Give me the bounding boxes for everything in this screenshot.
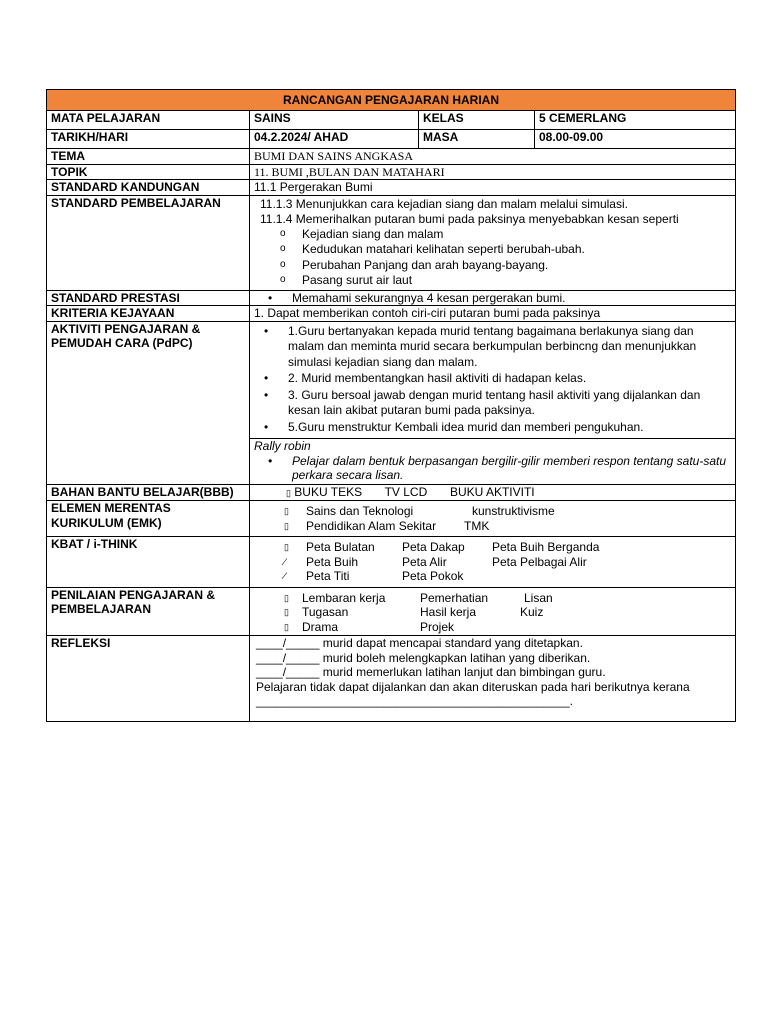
refleksi-line: _______________________________________________. [256,694,574,708]
checkbox-icon: ▯ [284,542,289,552]
standard-kandungan-label: STANDARD KANDUNGAN [47,180,250,196]
sp-line-2: 11.1.4 Memerihalkan putaran bumi pada paksinya menyebabkan kesan seperti [260,212,679,226]
checkbox-icon: ▯ [284,607,289,617]
emk-item: TMK [464,518,490,533]
refleksi-line: ____/_____ murid boleh melengkapkan latihan yang diberikan. [256,650,591,665]
standard-prestasi-cell [250,290,736,306]
check-icon: ⁄ [284,571,286,581]
refleksi-line: Pelajaran tidak dapat dijalankan dan akan diteruskan pada hari berikutnya kerana [256,679,690,694]
kbat-label: KBAT / i-THINK [47,537,250,588]
kriteria-label: KRITERIA KEJAYAAN [47,306,250,322]
standard-pembelajaran-value [250,195,736,290]
aktiviti-item: • 3. Guru bersoal jawab dengan murid tentang hasil aktiviti yang dijalankan dan kesan lain akibat putaran bumi pada paksinya. [250,388,731,419]
sp-line-1: 11.1.3 Menunjukkan cara kejadian siang dan malam melalui simulasi. [260,196,628,211]
emk-cell [250,501,736,537]
refleksi-label: REFLEKSI [47,636,250,722]
check-icon: ⁄ [284,556,286,567]
emk-item: kunstruktivisme [472,504,555,518]
standard-prestasi-label: STANDARD PRESTASI [47,290,250,306]
checkbox-icon: ▯ [284,592,289,603]
sp-item: o Pasang surut air laut [254,273,731,289]
masa-label: MASA [419,130,535,149]
strategy-item: • Pelajar dalam bentuk berpasangan bergilir-gilir memberi respon tentang satu-satu perkara secara lisan. [254,454,731,483]
refleksi-line: ____/_____ murid memerlukan latihan lanjut dan bimbingan guru. [256,665,606,679]
topik-label: TOPIK [47,164,250,180]
bbb-item: BUKU AKTIVITI [449,484,535,499]
strategy-title: Rally robin [254,439,311,453]
kbat-cell [250,537,736,588]
refleksi-cell [250,636,736,722]
kbat-item: Peta Pelbagai Alir [492,554,587,569]
bbb-item: TV LCD [384,484,428,499]
penilaian-item: Hasil kerja [420,605,477,619]
topik-value: 11. BUMI ,BULAN DAN MATAHARI [250,164,736,180]
penilaian-item: Pemerhatian [420,590,489,605]
aktiviti-item: • 2. Murid membentangkan hasil aktiviti di hadapan kelas. [250,371,731,387]
penilaian-item: Lisan [524,590,553,605]
mata-pelajaran-value: SAINS [250,111,419,130]
penilaian-cell [250,587,736,636]
aktiviti-cell [250,321,736,484]
bbb-cell: ▯ BUKU TEKS TV LCD BUKU AKTIVITI [250,484,736,501]
checkbox-icon: ▯ [284,506,289,516]
sp-item: o Kedudukan matahari kelihatan seperti berubah-ubah. [254,242,731,258]
kbat-item: Peta Bulatan [306,540,375,554]
tarikh-label: TARIKH/HARI [47,130,250,149]
emk-label: ELEMEN MERENTAS KURIKULUM (EMK) [47,501,250,537]
masa-value: 08.00-09.00 [535,130,736,149]
bbb-item: BUKU TEKS [294,484,363,499]
emk-item: Sains dan Teknologi [306,504,414,518]
sp-item: o Perubahan Panjang dan arah bayang-bayang. [254,258,731,274]
kelas-value: 5 CEMERLANG [535,111,736,130]
kelas-label: KELAS [419,111,535,130]
kbat-item: Peta Titi [306,569,350,583]
kbat-item: Peta Dakap [402,540,465,554]
checkbox-icon: ▯ [284,520,289,531]
tema-label: TEMA [47,149,250,165]
kbat-item: Peta Alir [402,554,447,569]
kbat-item: Peta Buih [306,554,359,569]
sp-item: o Kejadian siang dan malam [254,227,731,243]
mata-pelajaran-label: MATA PELAJARAN [47,111,250,130]
document-title: RANCANGAN PENGAJARAN HARIAN [47,90,736,111]
kbat-item: Peta Buih Berganda [492,540,600,554]
emk-item: Pendidikan Alam Sekitar [306,518,437,533]
tema-value: BUMI DAN SAINS ANGKASA [250,149,736,165]
checkbox-icon: ▯ [284,621,289,632]
refleksi-line: ____/_____ murid dapat mencapai standard yang ditetapkan. [256,636,583,650]
rph-table [46,89,736,722]
kriteria-value: 1. Dapat memberikan contoh ciri-ciri putaran bumi pada paksinya [250,306,736,322]
tarikh-value: 04.2.2024/ AHAD [250,130,419,149]
standard-pembelajaran-label: STANDARD PEMBELAJARAN [47,195,250,290]
aktiviti-item: • 5.Guru menstruktur Kembali idea murid dan memberi pengukuhan. [250,420,731,436]
penilaian-item: Tugasan [302,605,349,619]
penilaian-item: Lembaran kerja [302,590,386,605]
standard-kandungan-value: 11.1 Pergerakan Bumi [250,180,736,196]
kbat-item: Peta Pokok [402,569,464,583]
standard-prestasi-value: • Memahami sekurangnya 4 kesan pergerakan bumi. [254,291,731,306]
aktiviti-item: • 1.Guru bertanyakan kepada murid tentang bagaimana berlakunya siang dan malam dan meminta murid secara berkumpulan berbincng dan menunjukkan simulasi kejadian siang dan malam. [250,324,731,371]
bbb-label: BAHAN BANTU BELAJAR(BBB) [47,484,250,501]
penilaian-item: Projek [420,619,455,634]
penilaian-item: Drama [302,619,339,634]
aktiviti-label: AKTIVITI PENGAJARAN & PEMUDAH CARA (PdPC) [47,321,250,484]
penilaian-label: PENILAIAN PENGAJARAN & PEMBELAJARAN [47,587,250,636]
penilaian-item: Kuiz [520,605,544,619]
